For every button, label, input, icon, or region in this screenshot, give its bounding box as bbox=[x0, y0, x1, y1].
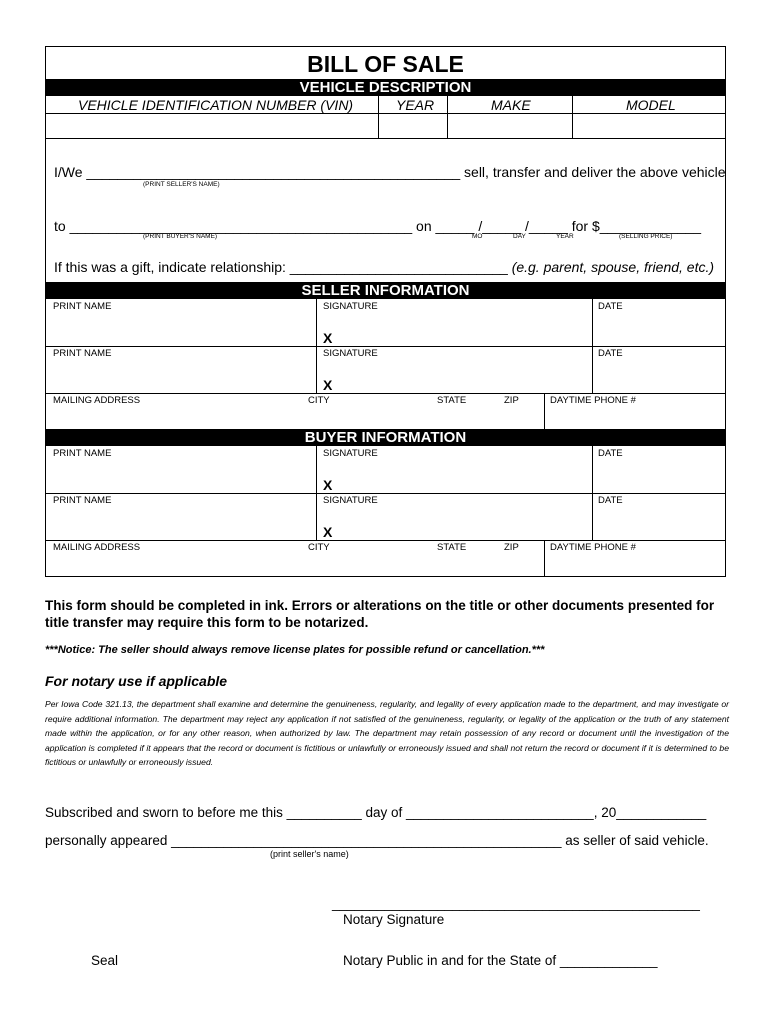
gift-relationship-label: If this was a gift, indicate relationship: ____________________________ bbox=[54, 259, 512, 275]
sworn-line[interactable]: Subscribed and sworn to before me this __________ day of _________________________, 20____________ bbox=[45, 805, 707, 820]
notary-public-state-line[interactable]: Notary Public in and for the State of _____________ bbox=[343, 953, 658, 968]
model-input[interactable] bbox=[574, 115, 724, 137]
buyer2-date-input[interactable] bbox=[594, 507, 724, 538]
model-column-header: MODEL bbox=[626, 97, 676, 113]
seller-name-line[interactable]: I/We ________________________________________________ sell, transfer and deliver the above vehicle bbox=[54, 164, 726, 180]
month-caption: MO bbox=[472, 233, 483, 240]
vehicle-description-header: VEHICLE DESCRIPTION bbox=[46, 79, 725, 96]
vin-column-header: VEHICLE IDENTIFICATION NUMBER (VIN) bbox=[78, 97, 354, 113]
buyer2-date-label: DATE bbox=[598, 495, 623, 506]
seller-date-input[interactable] bbox=[594, 313, 724, 344]
year-column-header: YEAR bbox=[396, 97, 435, 113]
selling-price-caption: (SELLING PRICE) bbox=[619, 233, 673, 240]
seller-address-input[interactable] bbox=[48, 407, 542, 427]
buyer2-signature-label: SIGNATURE bbox=[323, 495, 378, 506]
seller-information-header: SELLER INFORMATION bbox=[46, 282, 725, 299]
iowa-code-paragraph: Per Iowa Code 321.13, the department shall examine and determine the genuineness, regularity, and legality of every application made to the department, and may investigate or require additional information. The department may reject any application if not satisfied of the genuineness, regularity, or legality of the application or the truth of any statement made within the application, or for any other reason, when authorized by law. The department may retain possession of any record or document until the investigation of the application is completed if it appears that the record or document is fictitious or unlawfully or erroneously issued and shall not return the record or document if it is determined to be fictitious or unlawfully or erroneously issued. bbox=[45, 699, 729, 768]
buyer-signature-input[interactable] bbox=[341, 460, 589, 491]
buyer-information-header: BUYER INFORMATION bbox=[46, 429, 725, 446]
seller-signature-mark: X bbox=[323, 330, 333, 346]
make-input[interactable] bbox=[449, 115, 571, 137]
seller2-signature-mark: X bbox=[323, 377, 333, 393]
year-input[interactable] bbox=[380, 115, 446, 137]
buyer-date-label: DATE bbox=[598, 448, 623, 459]
buyer-print-name-label: PRINT NAME bbox=[53, 448, 112, 459]
personally-appeared-line[interactable]: personally appeared ____________________________________________________ as seller of said vehicle. bbox=[45, 833, 709, 848]
license-plates-notice: ***Notice: The seller should always remove license plates for possible refund or cancellation.*** bbox=[45, 644, 545, 656]
buyer2-print-name-input[interactable] bbox=[48, 507, 314, 538]
buyer-state-label: STATE bbox=[437, 542, 467, 553]
buyer-signature-label: SIGNATURE bbox=[323, 448, 378, 459]
bill-of-sale-form bbox=[45, 46, 726, 577]
vin-input[interactable] bbox=[48, 115, 376, 137]
seller2-print-name-label: PRINT NAME bbox=[53, 348, 112, 359]
seller-state-label: STATE bbox=[437, 395, 467, 406]
buyer2-signature-mark: X bbox=[323, 524, 333, 540]
ink-notice: This form should be completed in ink. Errors or alterations on the title or other documents presented for title transfer may require this form to be notarized. bbox=[45, 598, 715, 630]
seller2-date-input[interactable] bbox=[594, 360, 724, 391]
seller-city-label: CITY bbox=[308, 395, 330, 406]
notary-signature-label: Notary Signature bbox=[343, 912, 445, 927]
seller2-date-label: DATE bbox=[598, 348, 623, 359]
seller-print-name-input[interactable] bbox=[48, 313, 314, 344]
seller-phone-label: DAYTIME PHONE # bbox=[550, 395, 636, 406]
notary-heading: For notary use if applicable bbox=[45, 673, 228, 689]
buyer-name-caption: (PRINT BUYER'S NAME) bbox=[143, 233, 218, 240]
seller-signature-input[interactable] bbox=[341, 313, 589, 344]
buyer-address-input[interactable] bbox=[48, 554, 542, 575]
buyer-date-input[interactable] bbox=[594, 460, 724, 491]
seller-signature-label: SIGNATURE bbox=[323, 301, 378, 312]
seller-date-label: DATE bbox=[598, 301, 623, 312]
make-column-header: MAKE bbox=[491, 97, 531, 113]
buyer2-print-name-label: PRINT NAME bbox=[53, 495, 112, 506]
buyer-phone-input[interactable] bbox=[546, 554, 724, 575]
seller-name-caption: (PRINT SELLER'S NAME) bbox=[143, 181, 220, 188]
print-seller-name-caption: (print seller's name) bbox=[270, 849, 349, 859]
seller-phone-input[interactable] bbox=[546, 407, 724, 427]
form-title: BILL OF SALE bbox=[307, 51, 464, 77]
buyer-print-name-input[interactable] bbox=[48, 460, 314, 491]
buyer-date-price-line[interactable]: to ____________________________________________ on _____ /_____ /_____ for $_____________ bbox=[54, 218, 701, 234]
seller-print-name-label: PRINT NAME bbox=[53, 301, 112, 312]
buyer-phone-label: DAYTIME PHONE # bbox=[550, 542, 636, 553]
buyer2-signature-input[interactable] bbox=[341, 507, 589, 538]
gift-relationship-line[interactable] bbox=[54, 259, 714, 275]
seller2-signature-input[interactable] bbox=[341, 360, 589, 391]
buyer-city-label: CITY bbox=[308, 542, 330, 553]
buyer-mailing-address-label: MAILING ADDRESS bbox=[53, 542, 141, 553]
seal-label: Seal bbox=[91, 953, 119, 968]
buyer-zip-label: ZIP bbox=[504, 542, 519, 553]
gift-relationship-example: (e.g. parent, spouse, friend, etc.) bbox=[511, 259, 715, 275]
seller2-print-name-input[interactable] bbox=[48, 360, 314, 391]
notary-signature-line[interactable]: _________________________________________________ bbox=[332, 896, 700, 911]
seller-zip-label: ZIP bbox=[504, 395, 519, 406]
seller2-signature-label: SIGNATURE bbox=[323, 348, 378, 359]
buyer-signature-mark: X bbox=[323, 477, 333, 493]
day-caption: DAY bbox=[513, 233, 526, 240]
year-caption: YEAR bbox=[556, 233, 574, 240]
seller-mailing-address-label: MAILING ADDRESS bbox=[53, 395, 141, 406]
